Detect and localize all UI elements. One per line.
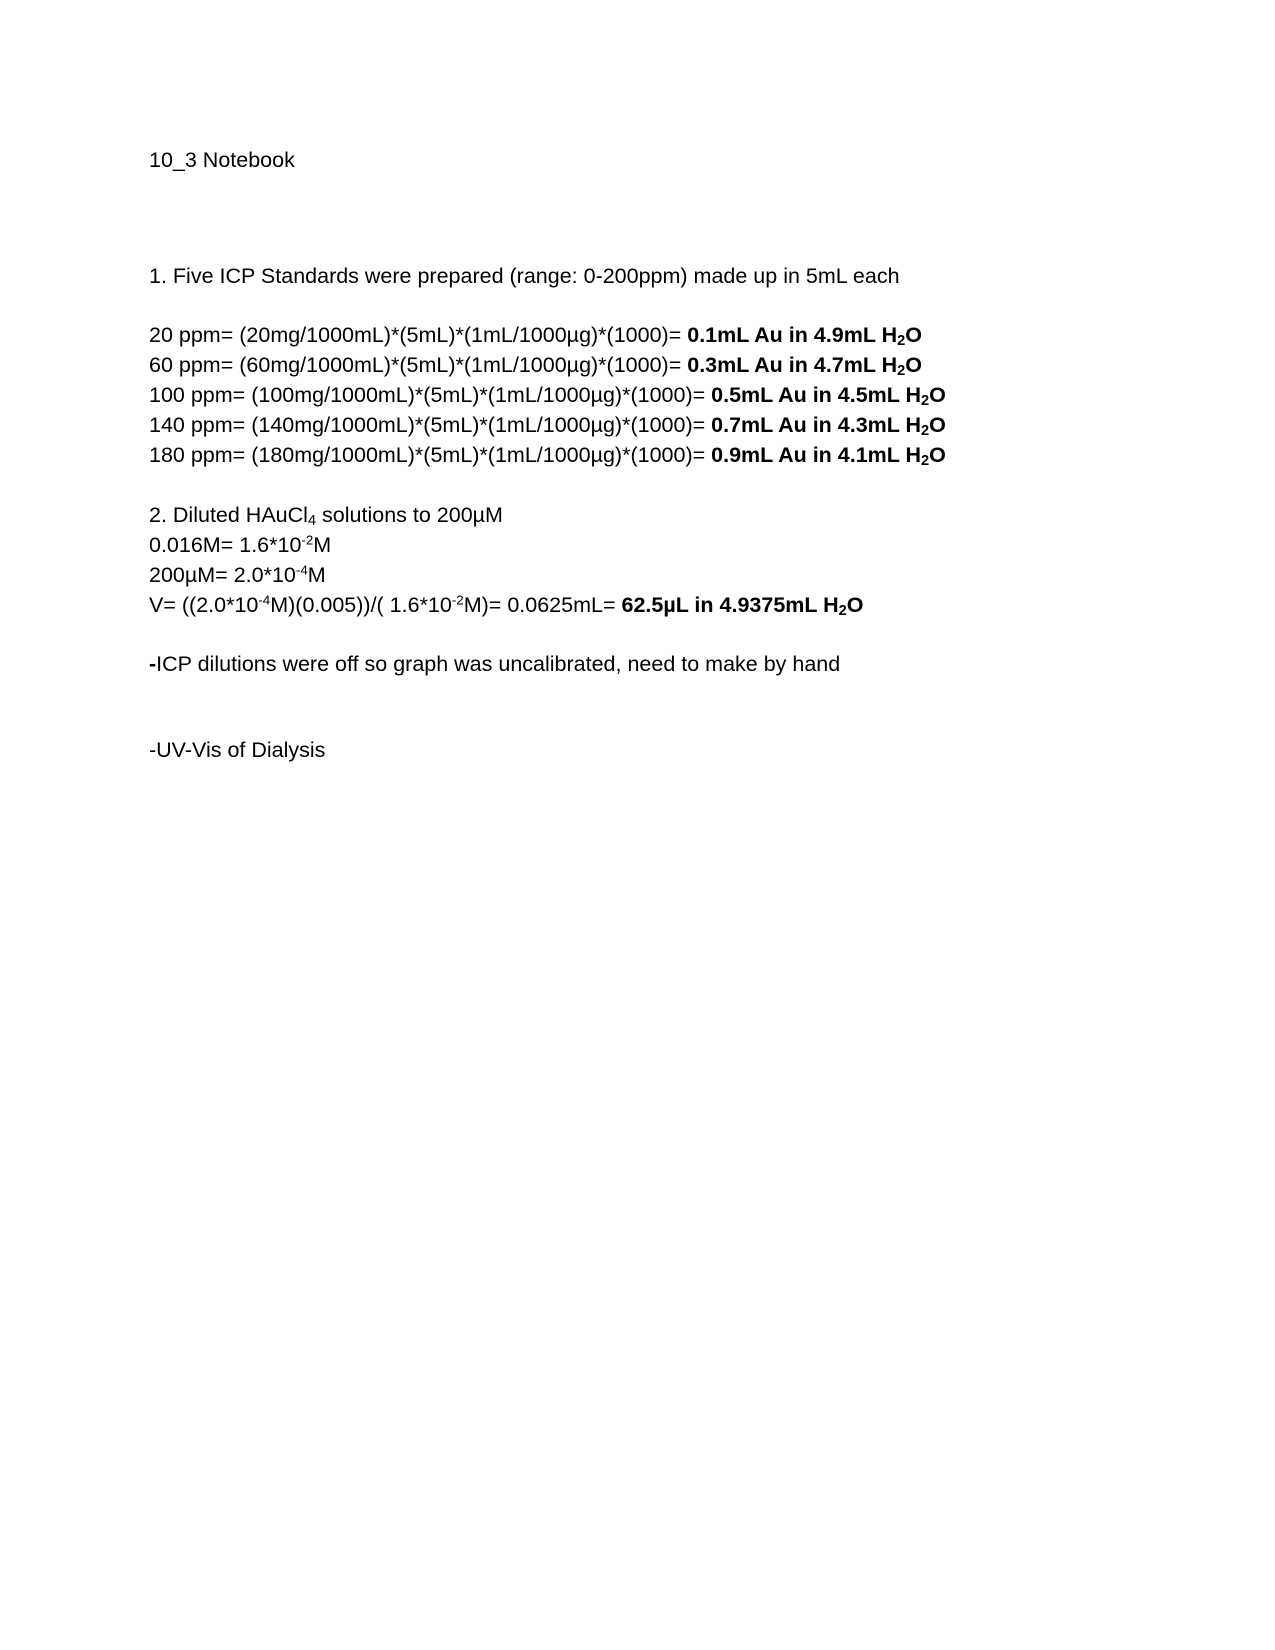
standard-row	[149, 380, 946, 411]
note-uv-vis: -UV-Vis of Dialysis	[149, 738, 326, 762]
section1-heading: 1. Five ICP Standards were prepared (range: 0-200ppm) made up in 5mL each	[149, 264, 900, 288]
standard-row	[149, 320, 922, 351]
standard-calc: 180 ppm= (180mg/1000mL)*(5mL)*(1mL/1000µg)*(1000)=	[149, 443, 712, 467]
section2-heading: 2. Diluted HAuCl$_4$ solutions to 200µM	[149, 503, 503, 530]
standard-row	[149, 440, 946, 471]
note-icp-dilutions: -ICP dilutions were off so graph was uncalibrated, need to make by hand	[149, 652, 841, 676]
volume-calculation: $V= ((2.0*10^{-4}M)(0.005))/$( $1.6*10^{-2}M)= 0.0625mL= 62.5\mu L$ in 4.9375mL $H_2O$	[149, 592, 864, 620]
concentration-line: $200\mu M= 2.0*10^{-4}M$	[149, 562, 326, 587]
standard-result: 0.9mL Au in 4.1mL $H_2O$	[711, 443, 946, 470]
standard-row	[149, 350, 922, 381]
standard-result: 0.7mL Au in 4.3mL $H_2O$	[711, 413, 946, 440]
page-title: 10_3 Notebook	[149, 148, 295, 172]
standard-result: 0.3mL Au in 4.7mL $H_2O$	[687, 353, 922, 380]
standard-calc: 20 ppm= (20mg/1000mL)*(5mL)*(1mL/1000µg)*(1000)=	[149, 323, 688, 347]
standard-calc: 140 ppm= (140mg/1000mL)*(5mL)*(1mL/1000µg)*(1000)=	[149, 413, 712, 437]
standard-result: 0.5mL Au in 4.5mL $H_2O$	[711, 383, 946, 410]
standard-result: 0.1mL Au in 4.9mL $H_2O$	[687, 323, 922, 350]
standard-row	[149, 410, 946, 441]
concentration-line: $0.016M= 1.6*10^{-2}M$	[149, 532, 332, 557]
standard-calc: 60 ppm= (60mg/1000mL)*(5mL)*(1mL/1000µg)*(1000)=	[149, 353, 688, 377]
standard-calc: 100 ppm= (100mg/1000mL)*(5mL)*(1mL/1000µg)*(1000)=	[149, 383, 712, 407]
volume-result: 62.5µL in 4.9375mL $H_2O$	[621, 593, 864, 620]
